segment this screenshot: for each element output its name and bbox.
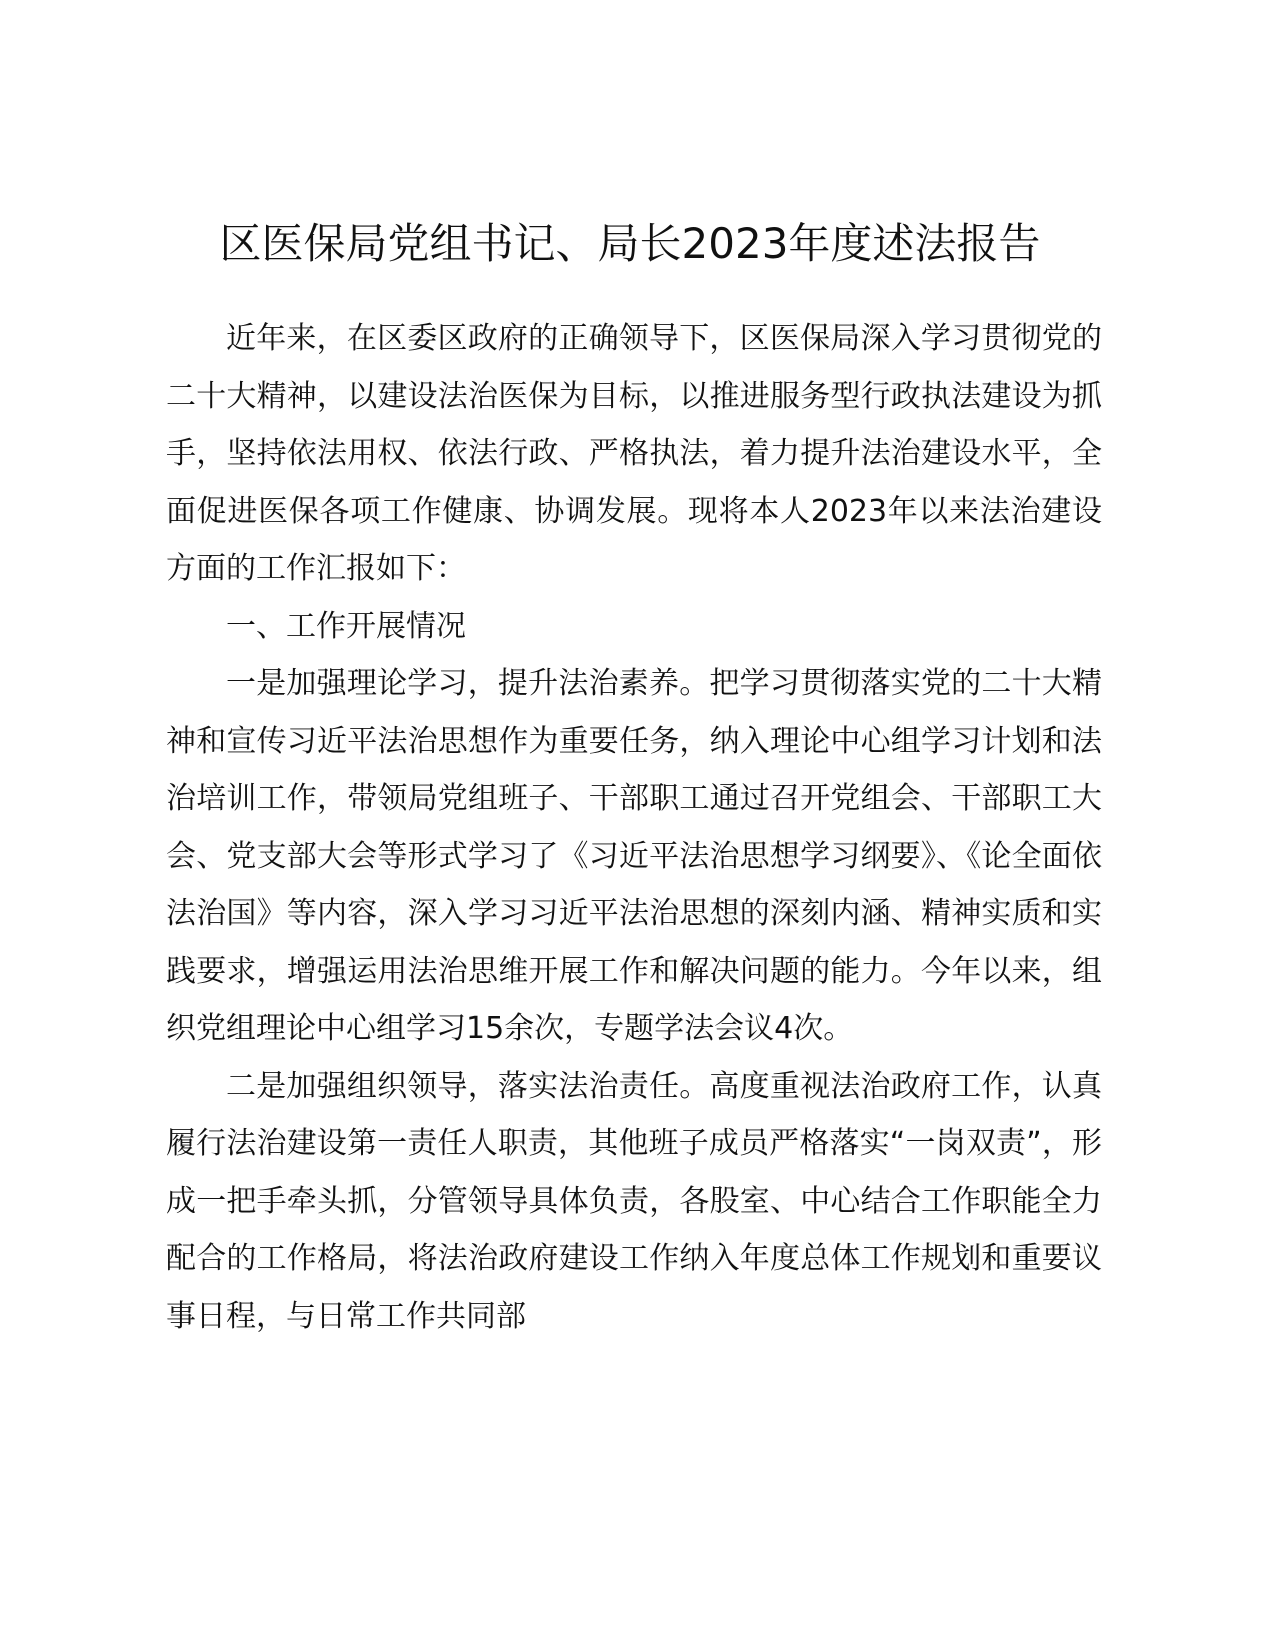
paragraph-organization-leadership: 二是加强组织领导，落实法治责任。高度重视法治政府工作，认真履行法治建设第一责任人职责，其他班子成员严格落实“一岗双责”，形成一把手牵头抓，分管领导具体负责，各股室、中心结合工作职能全力配合的工作格局，将法治政府建设工作纳入年度总体工作规划和重要议事日程，与日常工作共同部 xyxy=(166,1068,1102,1334)
paragraph-theory-study: 一是加强理论学习，提升法治素养。把学习贯彻落实党的二十大精神和宣传习近平法治思想作为重要任务，纳入理论中心组学习计划和法治培训工作，带领局党组班子、干部职工通过召开党组会、干部职工大会、党支部大会等形式学习了《习近平法治思想学习纲要》、《论全面依法治国》等内容，深入学习习近平法治思想的深刻内涵、精神实质和实践要求，增强运用法治思维开展工作和解决问题的能力。今年以来，组织党组理论中心组学习15余次，专题学法会议4次。 xyxy=(166,666,1102,1046)
document-title: 区医保局党组书记、局长2023年度述法报告 xyxy=(219,219,1041,268)
document-body xyxy=(166,310,1102,1345)
section-heading: 一、工作开展情况 xyxy=(226,608,466,644)
paragraph-intro: 近年来，在区委区政府的正确领导下，区医保局深入学习贯彻党的二十大精神，以建设法治医保为目标，以推进服务型行政执法建设为抓手，坚持依法用权、依法行政、严格执法，着力提升法治建设水平，全面促进医保各项工作健康、协调发展。现将本人2023年以来法治建设方面的工作汇报如下： xyxy=(166,321,1102,586)
